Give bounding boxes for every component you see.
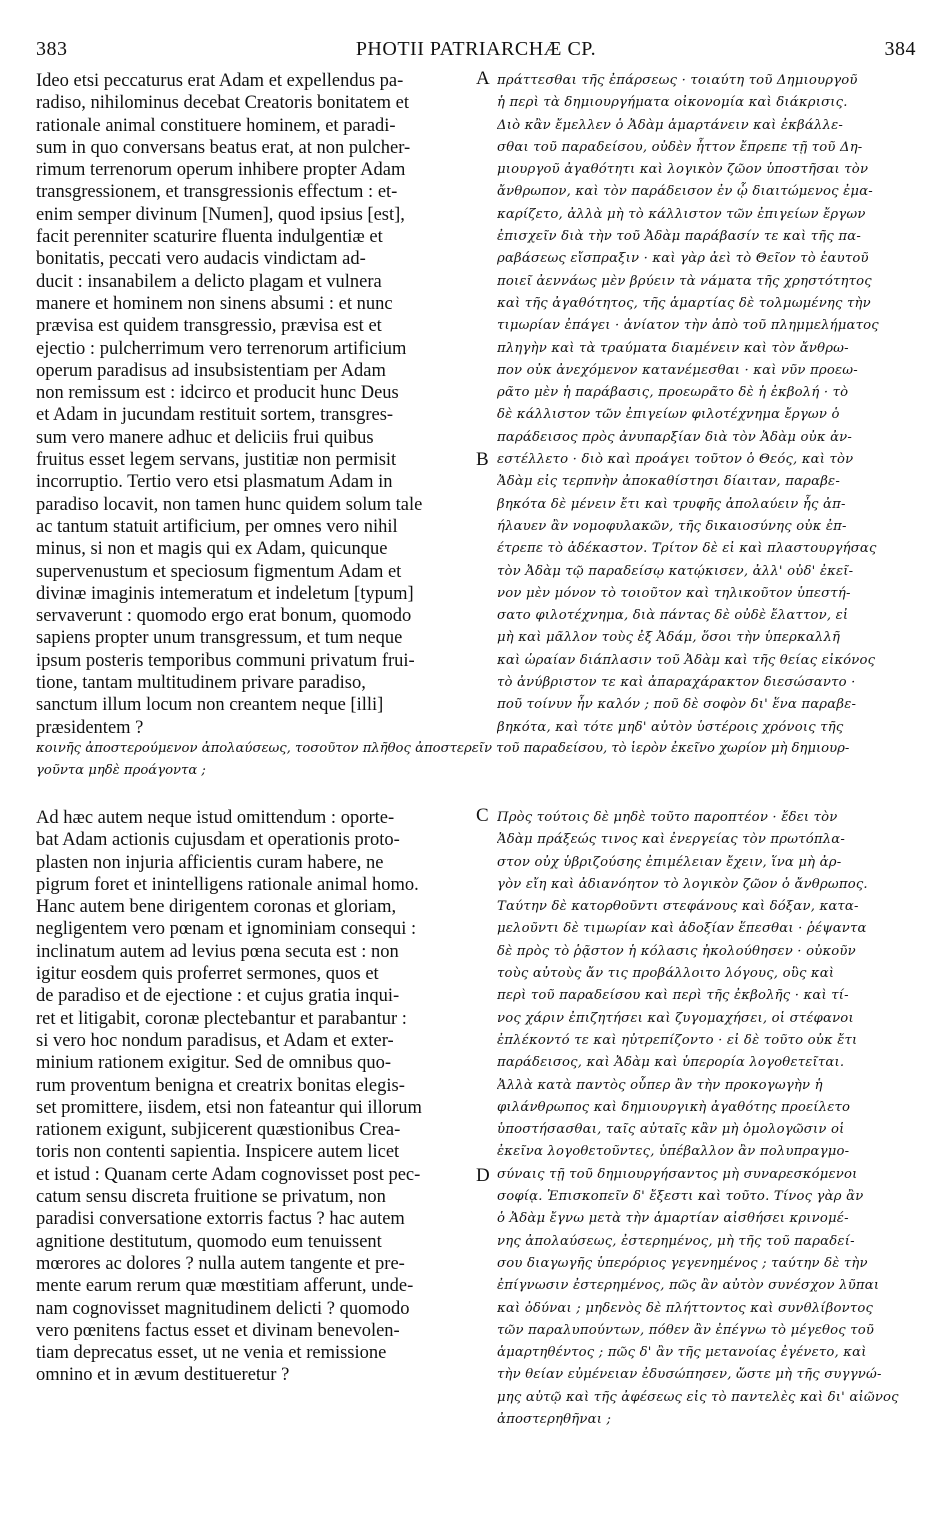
greek-text-line: σθαι τοῦ παραδείσου, οὐδὲν ἧττον ἔπρεπε τῇ τοῦ Δη- <box>497 139 863 155</box>
greek-full-width-text <box>36 738 916 786</box>
latin-text-line: igitur eosdem quis proferret sermones, quos et <box>36 964 379 985</box>
latin-text-line: si vero hoc nondum paradisus, et Adam et exter- <box>36 1030 394 1051</box>
greek-text-line: σου διαγωγῆς ὑπερόριος γεγενημένος ; ταύτην δὲ τὴν <box>497 1255 868 1271</box>
latin-text-line: paradiso locavit, non tamen hunc quidem solum tale <box>36 494 423 515</box>
greek-text-line: τιμωρίαν ἐπάγει · ἀνίατον τὴν ἀπὸ τοῦ πλημμελήματος <box>497 318 879 334</box>
latin-text-line: vero pœnitens factus esset et divinam benevolen- <box>36 1320 400 1341</box>
latin-text-line: plasten non injuria afficientis curam habere, ne <box>36 852 384 873</box>
right-page-number: 384 <box>884 38 916 60</box>
latin-text-line: præsidentem ? <box>36 717 144 738</box>
latin-text-line: supervenustum et speciosum figmentum Adam et <box>36 561 402 582</box>
greek-text-line: γὸν εἴη καὶ ἀδιανόητον τὸ λογικὸν ζῶον ὁ ἄνθρωπος. <box>497 876 868 892</box>
greek-text-line: κοινῆς ἀποστερούμενον ἀπολαύσεως, τοσοῦτον πλῆθος ἀποστερεῖν τοῦ παραδείσου, τὸ ἱερὸν ἐκεῖνο χωρίον μὴ δημιουρ- <box>36 741 850 756</box>
greek-text-line: σύναις τῇ τοῦ δημιουργήσαντος μὴ συναρεσκόμενοι <box>497 1166 858 1182</box>
greek-text-line: Ἀλλὰ κατὰ παντὸς οὗπερ ἂν τὴν προκογωγὴν ἡ <box>497 1077 823 1093</box>
latin-text-line: rationem exigunt, subjicerent quæstionibus Crea- <box>36 1120 401 1141</box>
greek-text-line: ὑποστήσασθαι, ταῖς αὐταῖς κἂν μὴ ὁμολογῶσιν οἱ <box>497 1122 845 1138</box>
greek-text-line: ήλαυεν ἂν νομοφυλακῶν, τῆς δικαιοσύνης οὐκ ἐπ- <box>497 518 847 534</box>
latin-column-2 <box>36 807 472 1407</box>
greek-text-line: ὁ Ἀδὰμ ἔγνω μετὰ τὴν ἁμαρτίαν αἰσθήσει κρινομέ- <box>497 1211 849 1227</box>
greek-text-line: νης ἀπολαύσεως, ἐστερημένος, μὴ τῆς τοῦ παραδεί- <box>497 1233 855 1249</box>
latin-text-line: operum paradisus ad insubsistentiam per Adam <box>36 360 386 381</box>
greek-text-line: ἐπισχεῖν διὰ τὴν τοῦ Ἀδὰμ παράβασίν τε καὶ τῆς πα- <box>497 229 861 245</box>
latin-text-line: sapiens propter unum transgressum, et tum neque <box>36 628 403 649</box>
greek-text-line: πον οὐκ ἀνεχόμενον κατανέμεσθαι · καὶ νῦν προεω- <box>497 362 858 378</box>
left-page-number: 383 <box>36 38 68 60</box>
greek-text-line: ἀποστερηθῆναι ; <box>497 1412 612 1428</box>
greek-text-line: ραβάσεως εἴσπραξιν · καὶ γὰρ ἀεὶ τὸ Θεῖον τὸ ἑαυτοῦ <box>497 251 869 267</box>
greek-text-line: Ταύτην δὲ κατορθοῦντι στεφάνους καὶ δόξαν, κατα- <box>497 899 859 915</box>
marker-d: D <box>476 1165 490 1186</box>
latin-text-line: fruitus esset legem servans, justitiæ non permisit <box>36 450 397 471</box>
latin-text-line: ret et litigabit, coronæ plectebantur et parabantur : <box>36 1008 407 1029</box>
greek-text-line: εστέλλετο · διὸ καὶ προάγει τοῦτον ὁ Θεός, καὶ τὸν <box>497 452 854 468</box>
greek-text-line: σατο φιλοτέχνημα, διὰ πάντας δὲ οὐδὲ ἔλαττον, εἰ <box>497 608 849 624</box>
latin-text-line: Hanc autem bene dirigentem coronas et gloriam, <box>36 897 397 918</box>
greek-text-line: ἐπλέκοντό τε καὶ ηὐτρεπίζοντο · εἰ δὲ τοῦτο οὐκ ἔτι <box>497 1032 858 1048</box>
greek-text-line: μιουργοῦ ἀγαθότητι καὶ λογικὸν ζῶον ὑποστῆσαι τὸν <box>497 162 869 178</box>
latin-text-line: omnino et in ævum destitueretur ? <box>36 1365 290 1386</box>
greek-text-line: παράδεισος, καὶ Ἀδὰμ καὶ ὑπερορία λογοθετεῖται. <box>497 1055 845 1071</box>
greek-text-line: καρίζετο, ἀλλὰ μὴ τὸ κάλλιστον τῶν ἐπιγείων ἔργων <box>497 206 866 222</box>
latin-text-line: toris non contenti sapientia. Inspicere autem licet <box>36 1142 400 1163</box>
latin-text-line: catum sensu discreta fruitione se privatum, non <box>36 1187 386 1208</box>
greek-text-line: τὸν Ἀδὰμ τῷ παραδείσῳ κατῴκισεν, ἀλλ' οὐδ' ἐκεῖ- <box>497 563 854 579</box>
greek-text-line: ἁμαρτηθέντος ; πῶς δ' ἂν τῆς μετανοίας ἐγένετο, καὶ <box>497 1345 867 1361</box>
latin-text-line: mente earum rerum quæ mœstitiam afferunt, unde- <box>36 1276 414 1297</box>
greek-text-line: Πρὸς τούτοις δὲ μηδὲ τοῦτο παροπτέον · ἔδει τὸν <box>497 810 838 825</box>
greek-text-line: ποῦ τοίνυν ἦν καλόν ; ποῦ δὲ σοφὸν δι' ἕνα παραβε- <box>497 697 857 713</box>
greek-text-line: ἄνθρωπον, καὶ τὸν παράδεισον ἐν ᾧ διαιτώμενος ἐμα- <box>497 184 873 200</box>
latin-text-line: rum proventum benigna et creatrix bonitas elegis- <box>36 1075 405 1096</box>
greek-text-line: σοφίᾳ. Ἐπισκοπεῖν δ' ἔξεστι καὶ τοῦτο. Τίνος γὰρ ἂν <box>497 1189 864 1205</box>
greek-text-line: Ἀδὰμ εἰς τερπνὴν ἀποκαθίστησι δίαιταν, παραβε- <box>497 474 840 490</box>
latin-text-line: paradisi conversatione extorris factus ? hac autem <box>36 1209 405 1230</box>
greek-text-line: Ἀδὰμ πράξεώς τινος καὶ ἐνεργείας τὸν πρωτόπλα- <box>497 832 846 848</box>
latin-text-line: sum vero manere adhuc et deliciis frui quibus <box>36 427 374 448</box>
latin-text-line: minus, si non et magis qui ex Adam, quicunque <box>36 539 388 560</box>
greek-text-line: δὲ πρὸς τὸ ῥᾷστον ἡ κόλασις ἠκολούθησεν · οὐκοῦν <box>497 943 856 959</box>
latin-text-line: transgressionem, et transgressionis effectum : et- <box>36 182 398 203</box>
marker-a: A <box>476 68 490 89</box>
latin-text-line: et Adam in jucundam restituit sortem, transgres- <box>36 405 394 426</box>
greek-text-line: τὴν θείαν εὐμένειαν ἐδυσώπησεν, ὥστε μὴ τῆς συγγνώ- <box>497 1367 882 1383</box>
latin-text-line: bonitatis, peccati vero audacis vindictam ad- <box>36 249 366 270</box>
greek-text-line: νος χάριν ἐπιζητήσει καὶ ζυγομαχήσει, οἱ στέφανοι <box>497 1010 854 1026</box>
greek-text-line: βηκότα, καὶ τότε μηδ' αὐτὸν ὑστέροις χρόνοις τῆς <box>497 719 844 735</box>
latin-text-line: agnitione destitutum, quomodo eum tenuissent <box>36 1231 382 1252</box>
latin-text-line: facit perenniter scaturire fluenta indulgentiæ et <box>36 227 383 248</box>
latin-text-line: ejectio : pulcherrimum vero terrenorum artificium <box>36 338 407 359</box>
latin-text-line: Ad hæc autem neque istud omittendum : oporte- <box>36 808 395 828</box>
latin-text-line: rationale animal constituere hominem, et paradi- <box>36 115 396 136</box>
greek-text-line: ἐπίγνωσιν ἐστερημένος, πῶς ἂν αὐτὸν συνέσχον λῦπαι <box>497 1278 880 1294</box>
latin-text-line: Ideo etsi peccaturus erat Adam et expellendus pa- <box>36 71 404 91</box>
latin-text-line: rimum terrenorum operum inhibere propter Adam <box>36 160 406 181</box>
greek-text-line: καὶ ὡραίαν διάπλασιν τοῦ Ἀδὰμ καὶ τῆς θείας εἰκόνος <box>497 652 876 668</box>
latin-text-line: prævisa est quidem transgressio, prævisa est et <box>36 316 382 337</box>
greek-text-line: τοὺς αὐτοὺς ἄν τις προβάλλοιτο λόγους, οὓς καὶ <box>497 966 835 982</box>
latin-text-line: sum in quo conversans beatus erat, at non pulcher- <box>36 137 411 158</box>
greek-text-line: καὶ τῆς ἀγαθότητος, τῆς ἁμαρτίας δὲ τολμωμένης τὴν <box>497 295 871 311</box>
latin-text-line: ducit : insanabilem a delicto plagam et vulnera <box>36 271 382 292</box>
greek-text-line: ἐκεῖνα λογοθετοῦντες, ὑπέβαλλον ἂν πολυπραγμο- <box>497 1144 850 1160</box>
greek-text-line: ἡ περὶ τὰ δημιουργήματα οἰκονομία καὶ διάκρισις. <box>497 95 848 111</box>
marker-c: C <box>476 805 489 826</box>
latin-text-line: set promittere, iisdem, etsi non fateantur qui illorum <box>36 1097 422 1118</box>
greek-text-line: Διὸ κἂν ἔμελλεν ὁ Ἀδὰμ ἁμαρτάνειν καὶ ἐκβάλλε- <box>497 117 844 133</box>
latin-text-line: mœrores ac dolores ? nulla autem tangente et pre- <box>36 1253 405 1274</box>
latin-text-line: negligentem vero pœnam et ignominiam consequi : <box>36 919 417 940</box>
latin-text-line: sanctum illum locum non creantem neque [illi] <box>36 695 384 716</box>
greek-text-line: πράττεσθαι τῆς ἐπάρσεως · τοιαύτη τοῦ Δημιουργοῦ <box>497 73 858 88</box>
latin-column-1 <box>36 70 472 740</box>
page-header <box>36 38 916 68</box>
greek-text-line: μὴ καὶ μᾶλλον τοὺς ἐξ Ἀδάμ, ὅσοι τὴν ὑπερκαλλῆ <box>497 630 841 646</box>
latin-text-line: incorruptio. Tertio vero etsi plasmatum Adam in <box>36 472 393 493</box>
greek-text-line: γοῦντα μηδὲ προάγοντα ; <box>36 763 206 779</box>
greek-column-2 <box>497 807 917 1457</box>
greek-text-line: τῶν παραλυπούντων, πόθεν ἂν ἐπέγνω τὸ μέγεθος τοῦ <box>497 1322 875 1338</box>
latin-text-line: enim semper divinum [Numen], quod ipsius [est], <box>36 204 405 225</box>
greek-text-line: μης αὐτῷ καὶ τῆς ἀφέσεως εἰς τὸ παντελὲς καὶ δι' αἰῶνος <box>497 1389 899 1405</box>
latin-text-line: pigrum foret et inintelligens rationale animal homo. <box>36 874 419 895</box>
greek-text-line: παράδεισος πρὸς ἀνυπαρξίαν διὰ τὸν Ἀδὰμ οὐκ ἀν- <box>497 429 853 445</box>
marker-b: B <box>476 449 489 470</box>
latin-text-line: et istud : Quanam certe Adam cognovisset post pec- <box>36 1164 421 1185</box>
greek-text-line: μελοῦντι δὲ τιμωρίαν καὶ ἀδοξίαν ἕπεσθαι · ῥέψαντα <box>497 921 867 937</box>
greek-text-line: δὲ κάλλιστον τῶν ἐπιγείων φιλοτέχνημα ἔργων ὁ <box>497 407 840 423</box>
latin-text-line: servaverunt : quomodo ergo erat bonum, quomodo <box>36 606 412 627</box>
greek-text-line: νον μὲν μόνον τὸ τοιοῦτον καὶ τηλικοῦτον ὑπεστή- <box>497 585 851 601</box>
latin-text-line: nam cognovisset magnitudinem delicti ? quomodo <box>36 1298 410 1319</box>
latin-text-line: tiam deprecatus esset, ut ne venia et remissione <box>36 1343 387 1364</box>
latin-text-line: tione, tantam multitudinem privare paradiso, <box>36 673 366 694</box>
greek-text-line: βηκότα δὲ μένειν ἔτι καὶ τρυφῆς ἀπολαύειν ἧς ἀπ- <box>497 496 846 512</box>
latin-text-line: ipsum posteris temporibus communi privatum frui- <box>36 650 415 671</box>
latin-text-line: minium rationem exigitur. Sed de omnibus quo- <box>36 1053 392 1074</box>
latin-text-line: inclinatum autem ad levius pœna secuta est : non <box>36 941 399 962</box>
running-title: PHOTII PATRIARCHÆ CP. <box>355 38 597 60</box>
greek-text-line: περὶ τοῦ παραδείσου καὶ περὶ τῆς ἐκβολῆς · καὶ τί- <box>497 988 849 1004</box>
greek-text-line: έτρεπε τὸ ἀδέκαστον. Τρίτον δὲ εἰ καὶ πλαστουργήσας <box>497 541 877 557</box>
greek-text-line: καὶ ὀδύναι ; μηδενὸς δὲ πλήττοντος καὶ συνθλίβοντος <box>497 1300 874 1316</box>
latin-text-line: ac tantum statuit artificium, per omnes vero nihil <box>36 516 398 537</box>
greek-text-line: στον οὐχ ὑβριζούσης ἐπιμέλειαν ἔχειν, ἵνα μὴ ἀρ- <box>497 854 842 870</box>
greek-text-line: φιλάνθρωπος καὶ δημιουργικὴ ἀγαθότης προείλετο <box>497 1099 851 1115</box>
greek-text-line: ποιεῖ ἀεννάως μὲν βρύειν τὰ νάματα τῆς χρηστότητος <box>497 273 872 289</box>
greek-column-1 <box>497 70 917 740</box>
greek-text-line: ρᾶτο μὲν ἡ παράβασις, προεωρᾶτο δὲ ἡ ἐκβολή · τὸ <box>497 385 849 401</box>
latin-text-line: radiso, nihilominus decebat Creatoris bonitatem et <box>36 93 409 114</box>
greek-text-line: τὸ ἀνύβριστον τε καὶ ἀπαραχάρακτον διεσώσαντο · <box>497 675 856 691</box>
latin-text-line: manere et hominem non sinens absumi : et nunc <box>36 293 393 314</box>
latin-text-line: non remissum est : idcirco et producit hunc Deus <box>36 383 399 404</box>
greek-text-line: πληγὴν καὶ τὰ τραύματα διαμένειν καὶ τὸν ἄνθρω- <box>497 340 849 356</box>
latin-text-line: de paradiso et de ejectione : et cujus gratia inqui- <box>36 986 400 1007</box>
latin-text-line: divinæ imaginis intemeratum et indeletum [typum] <box>36 583 414 604</box>
latin-text-line: bat Adam actionis cujusdam et operationis proto- <box>36 830 400 851</box>
